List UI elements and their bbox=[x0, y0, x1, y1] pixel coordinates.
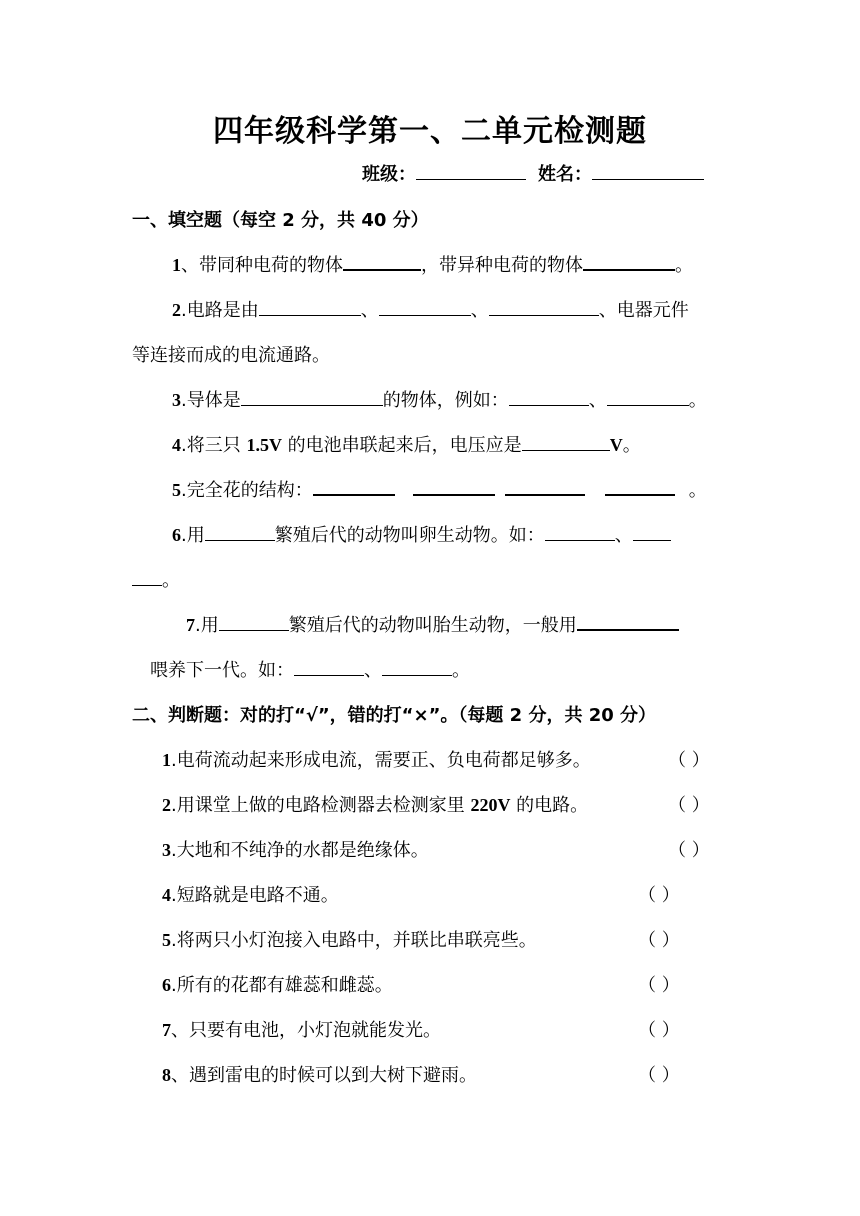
answer-blank[interactable] bbox=[343, 251, 421, 271]
answer-blank[interactable] bbox=[505, 476, 585, 496]
judge-item-4: 4.短路就是电路不通。 bbox=[162, 885, 339, 906]
answer-blank[interactable] bbox=[605, 476, 675, 496]
answer-blank[interactable] bbox=[241, 387, 383, 406]
judge-item-5: 5.将两只小灯泡接入电路中，并联比串联亮些。 bbox=[162, 930, 537, 951]
question-6-continued: 。 bbox=[132, 566, 180, 592]
judge-item-8: 8、遇到雷电的时候可以到大树下避雨。 bbox=[162, 1065, 477, 1086]
question-3: 3.导体是 的物体，例如： 、 。 bbox=[172, 386, 707, 412]
question-7-continued: 喂养下一代。如： 、 。 bbox=[150, 656, 470, 682]
judge-item-6: 6.所有的花都有雄蕊和雌蕊。 bbox=[162, 975, 393, 996]
question-1: 1、带同种电荷的物体 ，带异种电荷的物体 。 bbox=[172, 251, 693, 277]
page-title: 四年级科学第一、二单元检测题 bbox=[213, 114, 647, 149]
answer-paren[interactable]: （ ） bbox=[638, 930, 680, 951]
question-6: 6.用 繁殖后代的动物叫卵生动物。如： 、 bbox=[172, 521, 671, 547]
answer-blank[interactable] bbox=[583, 251, 675, 271]
question-2: 2.电路是由 、 、 、电器元件 bbox=[172, 296, 689, 322]
answer-blank-continued[interactable] bbox=[132, 567, 162, 586]
answer-blank[interactable] bbox=[413, 476, 495, 496]
name-label: 姓名： bbox=[538, 164, 592, 185]
class-label: 班级： bbox=[362, 164, 416, 185]
judge-item-7: 7、只要有电池，小灯泡就能发光。 bbox=[162, 1020, 441, 1041]
answer-paren[interactable]: （ ） bbox=[638, 1065, 680, 1086]
answer-blank[interactable] bbox=[219, 612, 289, 631]
name-blank[interactable] bbox=[592, 161, 704, 180]
judge-item-2: 2.用课堂上做的电路检测器去检测家里 220V 的电路。 bbox=[162, 795, 589, 816]
section1-heading: 一、填空题（每空 2 分，共 40 分） bbox=[132, 210, 429, 231]
answer-blank[interactable] bbox=[607, 387, 689, 406]
answer-blank[interactable] bbox=[577, 611, 679, 631]
answer-blank[interactable] bbox=[382, 657, 452, 676]
question-5: 5.完全花的结构： 。 bbox=[172, 476, 707, 502]
answer-blank[interactable] bbox=[633, 522, 671, 541]
answer-paren[interactable]: （ ） bbox=[668, 750, 710, 771]
answer-blank[interactable] bbox=[379, 297, 471, 316]
answer-blank[interactable] bbox=[522, 432, 610, 451]
answer-paren[interactable]: （ ） bbox=[668, 795, 710, 816]
answer-blank[interactable] bbox=[205, 522, 275, 541]
section2-heading: 二、判断题：对的打“√”，错的打“×”。（每题 2 分，共 20 分） bbox=[132, 705, 657, 726]
answer-blank[interactable] bbox=[545, 522, 615, 541]
answer-paren[interactable]: （ ） bbox=[638, 885, 680, 906]
answer-paren[interactable]: （ ） bbox=[638, 1020, 680, 1041]
answer-blank[interactable] bbox=[259, 297, 361, 316]
question-2-continued: 等连接而成的电流通路。 bbox=[132, 345, 330, 366]
answer-blank[interactable] bbox=[509, 387, 589, 406]
answer-paren[interactable]: （ ） bbox=[668, 840, 710, 861]
judge-item-3: 3.大地和不纯净的水都是绝缘体。 bbox=[162, 840, 429, 861]
class-blank[interactable] bbox=[416, 161, 526, 180]
judge-item-1: 1.电荷流动起来形成电流，需要正、负电荷都足够多。 bbox=[162, 750, 591, 771]
student-info bbox=[362, 160, 704, 186]
answer-blank[interactable] bbox=[313, 476, 395, 496]
question-4: 4.将三只 1.5V 的电池串联起来后，电压应是 V。 bbox=[172, 431, 641, 457]
question-7: 7.用 繁殖后代的动物叫胎生动物，一般用 bbox=[186, 611, 679, 637]
answer-blank[interactable] bbox=[489, 297, 599, 316]
answer-blank[interactable] bbox=[294, 657, 364, 676]
answer-paren[interactable]: （ ） bbox=[638, 975, 680, 996]
